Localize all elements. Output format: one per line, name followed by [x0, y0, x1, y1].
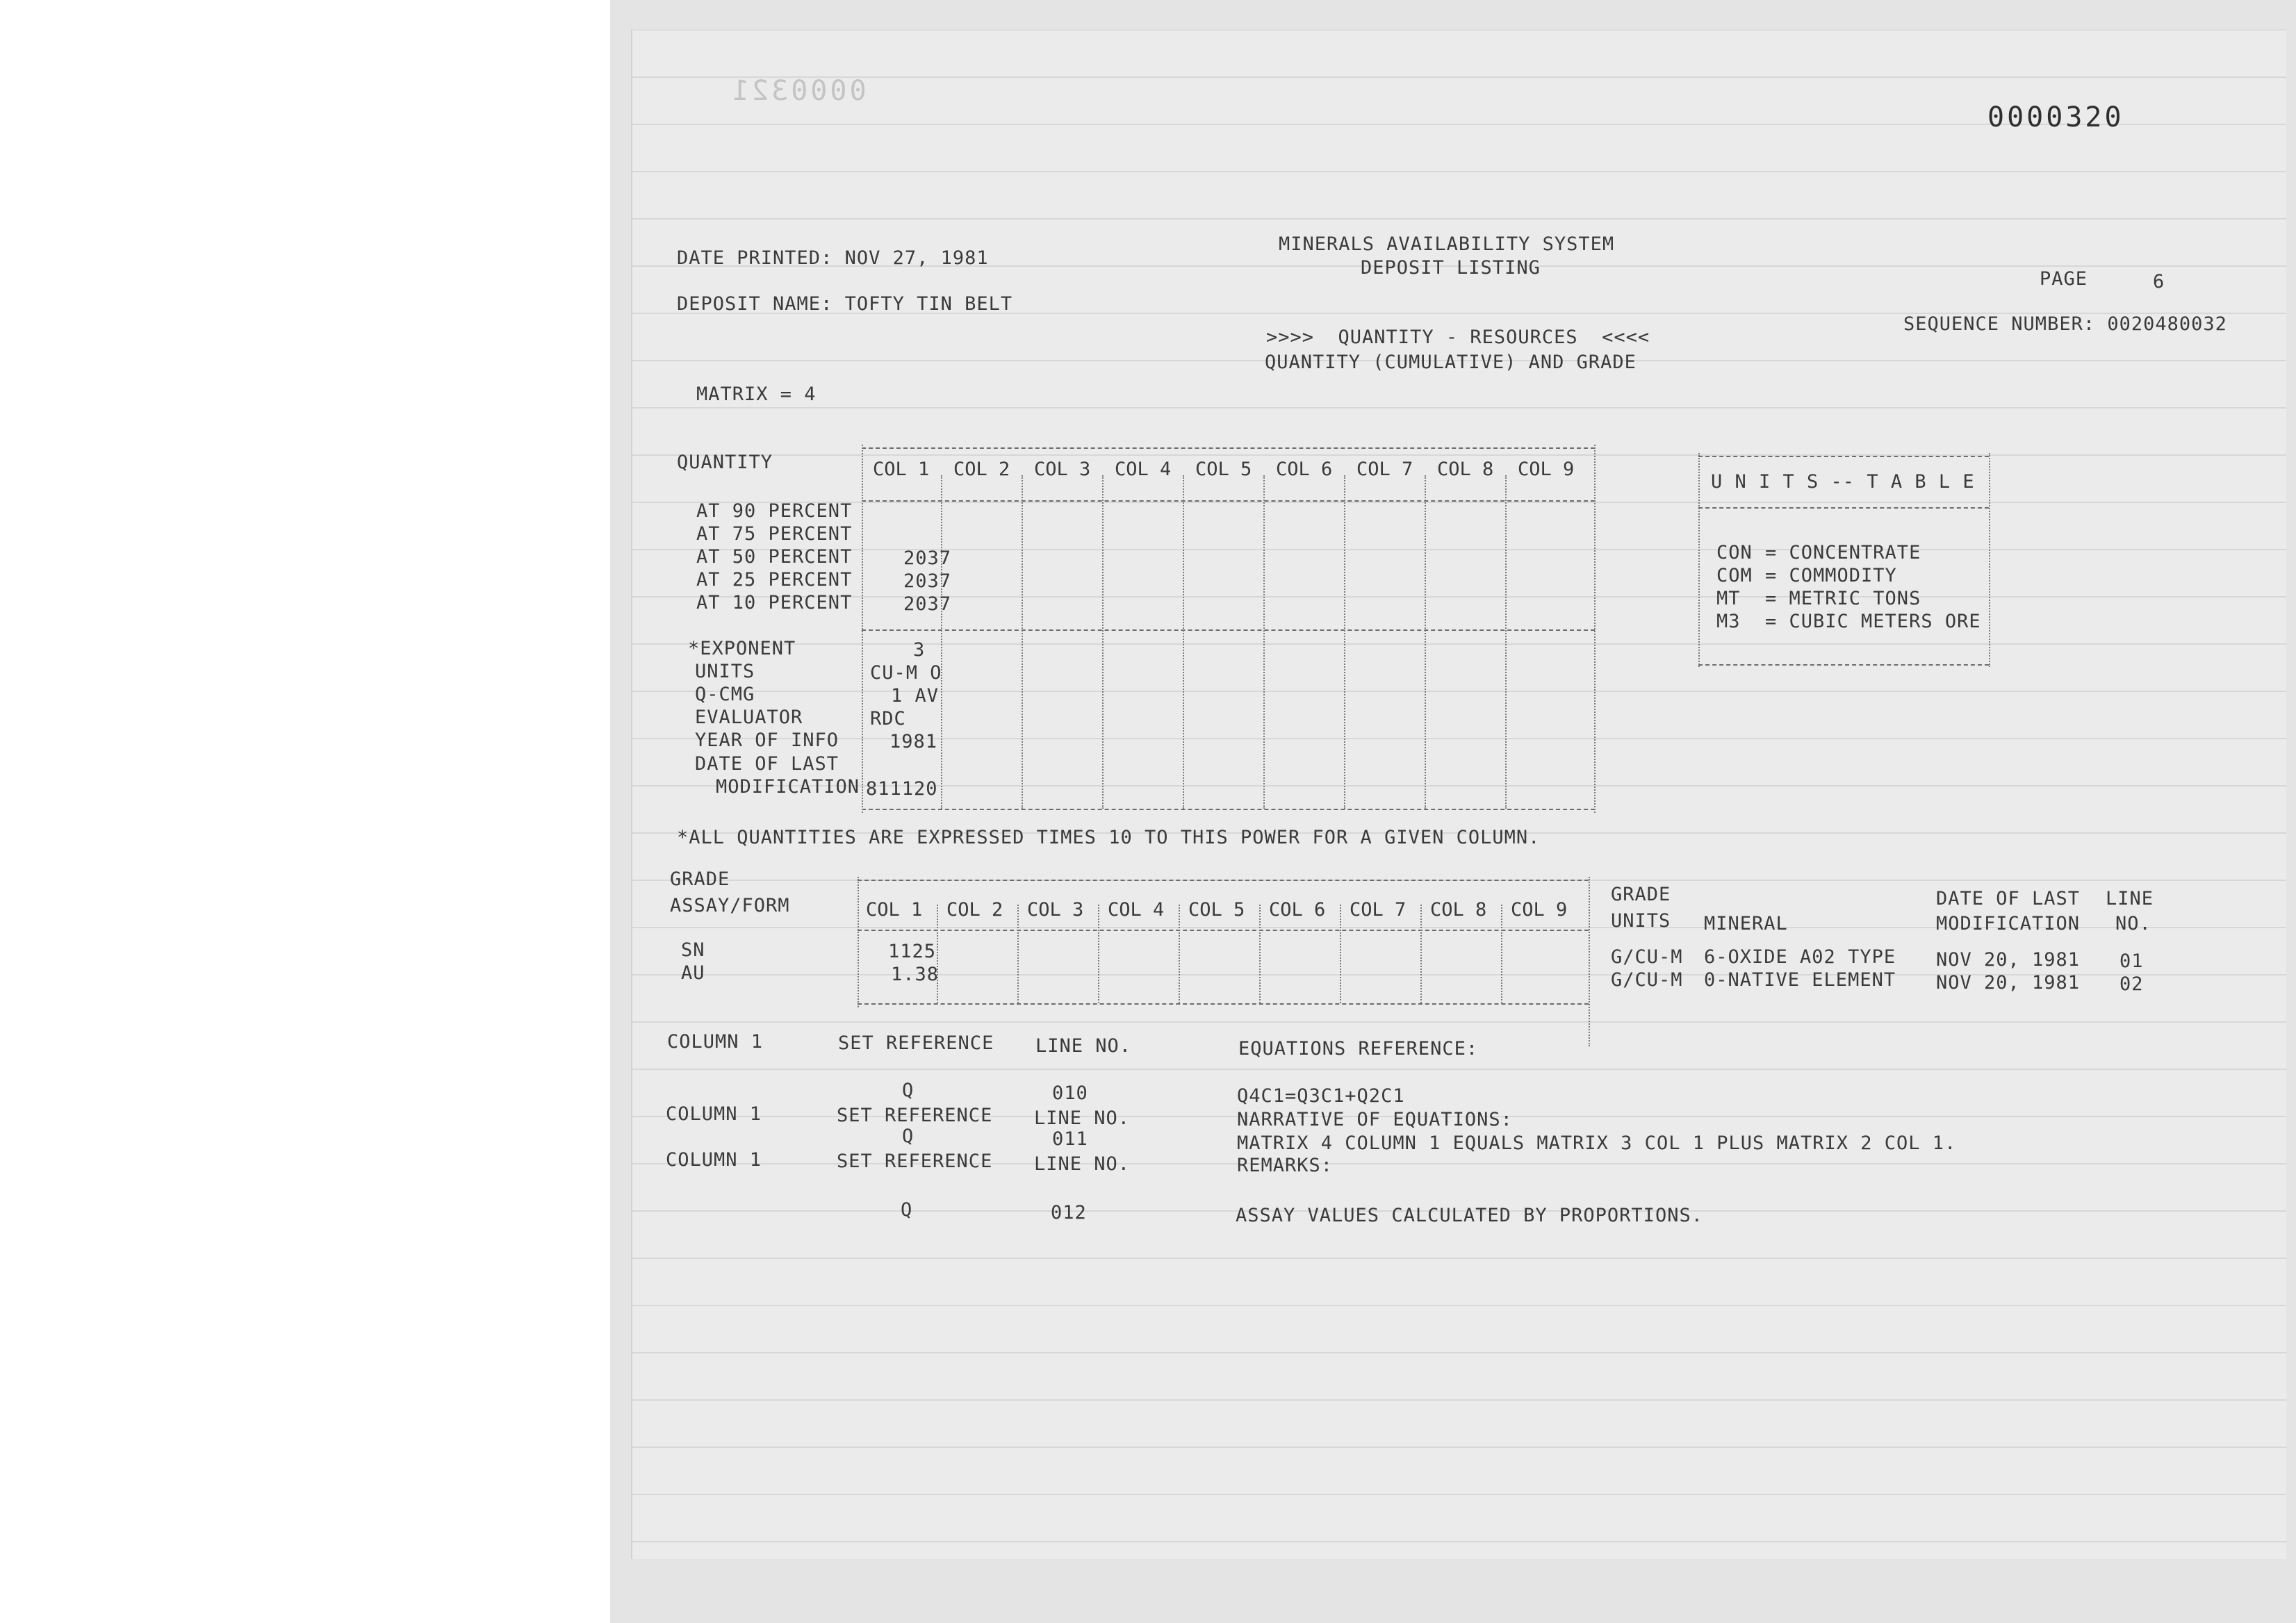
grade-col-divider — [1340, 905, 1341, 1003]
attribute-label: UNITS — [695, 661, 755, 682]
grade-row-units: G/CU-M — [1611, 946, 1683, 968]
quantity-col-header-6: COL 6 — [1276, 459, 1333, 480]
quantity-row-label: AT 50 PERCENT — [696, 546, 853, 568]
date-printed: DATE PRINTED: NOV 27, 1981 — [677, 247, 989, 269]
units-meaning: = COMMODITY — [1765, 565, 1897, 586]
attribute-value: 1 AV — [891, 685, 940, 707]
attribute-value: 3 — [913, 639, 926, 661]
quantity-table-mid-rule — [862, 629, 1595, 631]
grade-col-divider — [937, 905, 938, 1003]
grade-row-value: 1125 — [888, 941, 937, 962]
grade-col-divider — [1098, 905, 1099, 1003]
grade-col-header-7: COL 7 — [1350, 899, 1407, 921]
quantity-col-divider — [1505, 475, 1507, 809]
attribute-label: DATE OF LAST — [695, 753, 839, 775]
units-table-right-border — [1989, 453, 1990, 667]
equations-reference-label: EQUATIONS REFERENCE: — [1238, 1038, 1479, 1060]
grade-table-header-rule — [858, 930, 1589, 931]
attribute-label: YEAR OF INFO — [695, 730, 839, 751]
ref-line-value: 011 — [1052, 1128, 1088, 1150]
units-abbr: CON — [1716, 542, 1753, 563]
quantity-row-label: AT 25 PERCENT — [696, 569, 853, 591]
assay-form-heading: ASSAY/FORM — [670, 895, 790, 916]
ref-set-label: SET REFERENCE — [837, 1151, 993, 1172]
quantity-row-value: 2037 — [903, 547, 952, 569]
quantity-row-label: AT 90 PERCENT — [696, 500, 853, 522]
narrative-label: NARRATIVE OF EQUATIONS: — [1237, 1109, 1513, 1130]
quantity-row-label: AT 10 PERCENT — [696, 592, 853, 613]
units-abbr: M3 — [1716, 611, 1741, 632]
quantity-col-divider — [1263, 475, 1265, 809]
grade-col-header-8: COL 8 — [1430, 899, 1487, 921]
document-sheet — [631, 29, 2286, 1559]
grade-table-top-rule — [858, 880, 1589, 881]
units-table-bottom-rule — [1698, 664, 1989, 666]
listing-title: DEPOSIT LISTING — [1361, 257, 1541, 279]
quantity-col-divider — [941, 475, 942, 809]
ghost-document-number: 0000321 — [730, 75, 867, 107]
date-of-last-header: DATE OF LAST — [1936, 888, 2081, 909]
quantity-row-value: 2037 — [903, 593, 952, 615]
quantity-table-right-border — [1594, 445, 1596, 813]
quantity-table-bottom-rule — [862, 809, 1595, 810]
grade-col-divider — [1259, 905, 1261, 1003]
attribute-value: RDC — [870, 708, 906, 730]
units-table-top-rule — [1698, 456, 1989, 457]
quantity-col-header-7: COL 7 — [1356, 459, 1413, 480]
section-subtitle: QUANTITY (CUMULATIVE) AND GRADE — [1265, 352, 1637, 373]
grade-col-header-5: COL 5 — [1188, 899, 1245, 921]
grade-col-header-3: COL 3 — [1027, 899, 1084, 921]
quantity-table-top-rule — [862, 447, 1595, 449]
quantity-col-header-3: COL 3 — [1034, 459, 1091, 480]
ref-line-label: LINE NO. — [1035, 1035, 1132, 1057]
units-table-title: U N I T S -- T A B L E — [1711, 471, 1975, 493]
grade-col-divider — [1501, 905, 1502, 1003]
ref-line-label: LINE NO. — [1034, 1153, 1131, 1175]
ref-set-label: SET REFERENCE — [837, 1105, 993, 1126]
ref-set-value: Q — [902, 1080, 915, 1101]
grade-col-header-1: COL 1 — [866, 899, 923, 921]
attribute-value: 1981 — [889, 731, 938, 752]
attribute-label: EVALUATOR — [695, 707, 803, 728]
quantity-col-header-8: COL 8 — [1437, 459, 1494, 480]
line-header: LINE — [2106, 888, 2154, 909]
modification-header: MODIFICATION — [1936, 913, 2081, 934]
narrative-text: MATRIX 4 COLUMN 1 EQUALS MATRIX 3 COL 1 PLUS MATRIX 2 COL 1. — [1237, 1132, 1957, 1154]
grade-row-date: NOV 20, 1981 — [1936, 972, 2081, 994]
quantity-heading: QUANTITY — [677, 452, 773, 473]
grade-col-header-6: COL 6 — [1269, 899, 1326, 921]
grade-row-units: G/CU-M — [1611, 969, 1683, 991]
section-title: >>>> QUANTITY - RESOURCES <<<< — [1266, 327, 1650, 348]
attribute-label: MODIFICATION — [716, 776, 860, 798]
quantity-col-header-9: COL 9 — [1518, 459, 1575, 480]
quantity-footnote: *ALL QUANTITIES ARE EXPRESSED TIMES 10 TO THIS POWER FOR A GIVEN COLUMN. — [677, 827, 1541, 848]
ref-column-label: COLUMN 1 — [667, 1031, 764, 1053]
grade-row-form: AU — [681, 962, 705, 984]
grade-table-bottom-rule — [858, 1003, 1589, 1005]
grade-row-date: NOV 20, 1981 — [1936, 949, 2081, 971]
ref-set-label: SET REFERENCE — [838, 1032, 994, 1054]
attribute-value: 811120 — [866, 778, 938, 800]
grade-col-header-2: COL 2 — [946, 899, 1003, 921]
grade-row-line: 01 — [2119, 950, 2144, 972]
remarks-label: REMARKS: — [1237, 1155, 1334, 1176]
mineral-header: MINERAL — [1704, 913, 1788, 934]
matrix-label: MATRIX = 4 — [696, 384, 817, 405]
quantity-col-divider — [1183, 475, 1184, 809]
grade-col-header-4: COL 4 — [1108, 899, 1165, 921]
quantity-col-header-1: COL 1 — [873, 459, 930, 480]
scan-area — [610, 0, 2296, 1623]
ref-column-label: COLUMN 1 — [666, 1149, 762, 1171]
units-meaning: = CUBIC METERS ORE — [1765, 611, 1981, 632]
quantity-col-header-2: COL 2 — [953, 459, 1010, 480]
grade-row-mineral: 6-OXIDE A02 TYPE — [1704, 946, 1896, 968]
page-number: 6 — [2153, 271, 2165, 293]
document-number: 0000320 — [1987, 101, 2124, 133]
attribute-label: Q-CMG — [695, 684, 755, 705]
grade-col-divider — [1017, 905, 1019, 1003]
quantity-row-label: AT 75 PERCENT — [696, 523, 853, 545]
ref-set-value: Q — [901, 1199, 913, 1221]
grade-col-divider — [1420, 905, 1422, 1003]
grade-row-form: SN — [681, 939, 705, 961]
quantity-col-divider — [1344, 475, 1345, 809]
ref-set-value: Q — [902, 1126, 915, 1147]
quantity-col-divider — [1425, 475, 1426, 809]
equation-text: Q4C1=Q3C1+Q2C1 — [1237, 1085, 1405, 1107]
ref-line-value: 012 — [1051, 1202, 1087, 1224]
units-abbr: MT — [1716, 588, 1741, 609]
grade-col-header-9: COL 9 — [1511, 899, 1568, 921]
quantity-row-value: 2037 — [903, 570, 952, 592]
grade-table-left-border — [858, 877, 859, 1007]
grade-row-mineral: 0-NATIVE ELEMENT — [1704, 969, 1896, 991]
units-meaning: = CONCENTRATE — [1765, 542, 1921, 563]
grade-row-line: 02 — [2119, 973, 2144, 995]
quantity-col-divider — [1022, 475, 1023, 809]
remarks-text: ASSAY VALUES CALCULATED BY PROPORTIONS. — [1236, 1205, 1703, 1226]
grade-units-header: GRADE — [1611, 884, 1671, 905]
attribute-value: CU-M O — [870, 662, 942, 684]
line-no-header: NO. — [2115, 913, 2151, 934]
grade-table-right-border — [1589, 877, 1590, 1046]
attribute-label: *EXPONENT — [688, 638, 796, 659]
deposit-name: DEPOSIT NAME: TOFTY TIN BELT — [677, 293, 1013, 315]
units-table-left-border — [1698, 453, 1700, 667]
ref-column-label: COLUMN 1 — [666, 1103, 762, 1125]
units-abbr: COM — [1716, 565, 1753, 586]
quantity-col-header-5: COL 5 — [1195, 459, 1252, 480]
system-title: MINERALS AVAILABILITY SYSTEM — [1279, 233, 1615, 255]
quantity-col-divider — [1102, 475, 1104, 809]
grade-units-header: UNITS — [1611, 910, 1671, 932]
ref-line-label: LINE NO. — [1034, 1107, 1131, 1129]
quantity-table-header-rule — [862, 500, 1595, 502]
units-meaning: = METRIC TONS — [1765, 588, 1921, 609]
grade-col-divider — [1179, 905, 1180, 1003]
quantity-col-header-4: COL 4 — [1115, 459, 1172, 480]
units-table-header-rule — [1698, 507, 1989, 509]
grade-row-value: 1.38 — [891, 964, 940, 985]
grade-heading: GRADE — [670, 868, 730, 890]
ref-line-value: 010 — [1052, 1082, 1088, 1104]
sequence-number: SEQUENCE NUMBER: 0020480032 — [1903, 313, 2227, 335]
quantity-table-left-border — [862, 445, 863, 813]
page-label: PAGE — [2040, 268, 2088, 290]
